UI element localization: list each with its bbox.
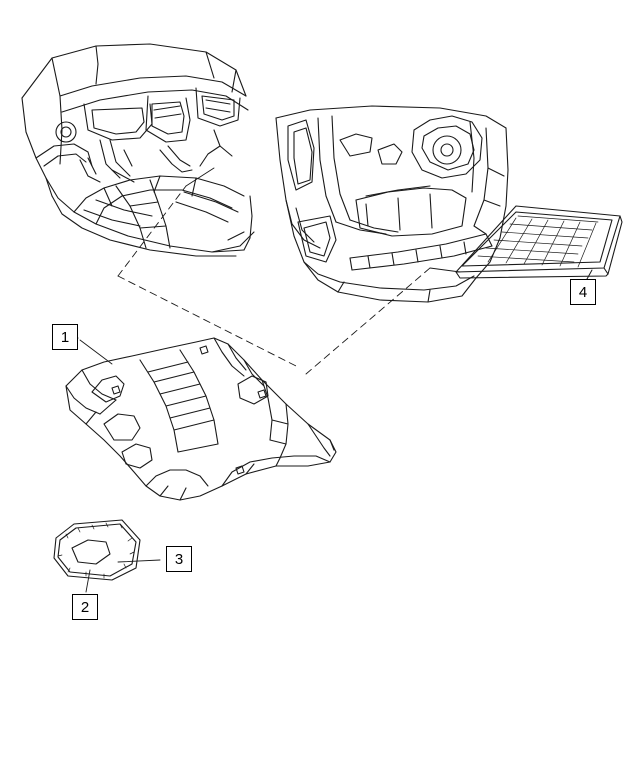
assembly-solid-leaders <box>80 168 460 592</box>
rear-cargo-cutaway-view <box>276 106 508 302</box>
callout-3-label: 3 <box>174 550 184 568</box>
callout-1-label: 1 <box>60 328 70 346</box>
callout-2-label: 2 <box>80 598 90 616</box>
callout-4-label: 4 <box>578 283 588 301</box>
front-floor-carpet-part <box>66 338 336 500</box>
floor-mat-part <box>54 520 140 580</box>
callout-4 <box>570 279 596 305</box>
callout-1 <box>52 324 78 350</box>
callout-2 <box>72 594 98 620</box>
front-interior-cutaway-view <box>22 44 254 256</box>
cargo-area-mat-part <box>456 206 622 288</box>
assembly-leader-lines <box>118 186 430 374</box>
callout-3 <box>166 546 192 572</box>
